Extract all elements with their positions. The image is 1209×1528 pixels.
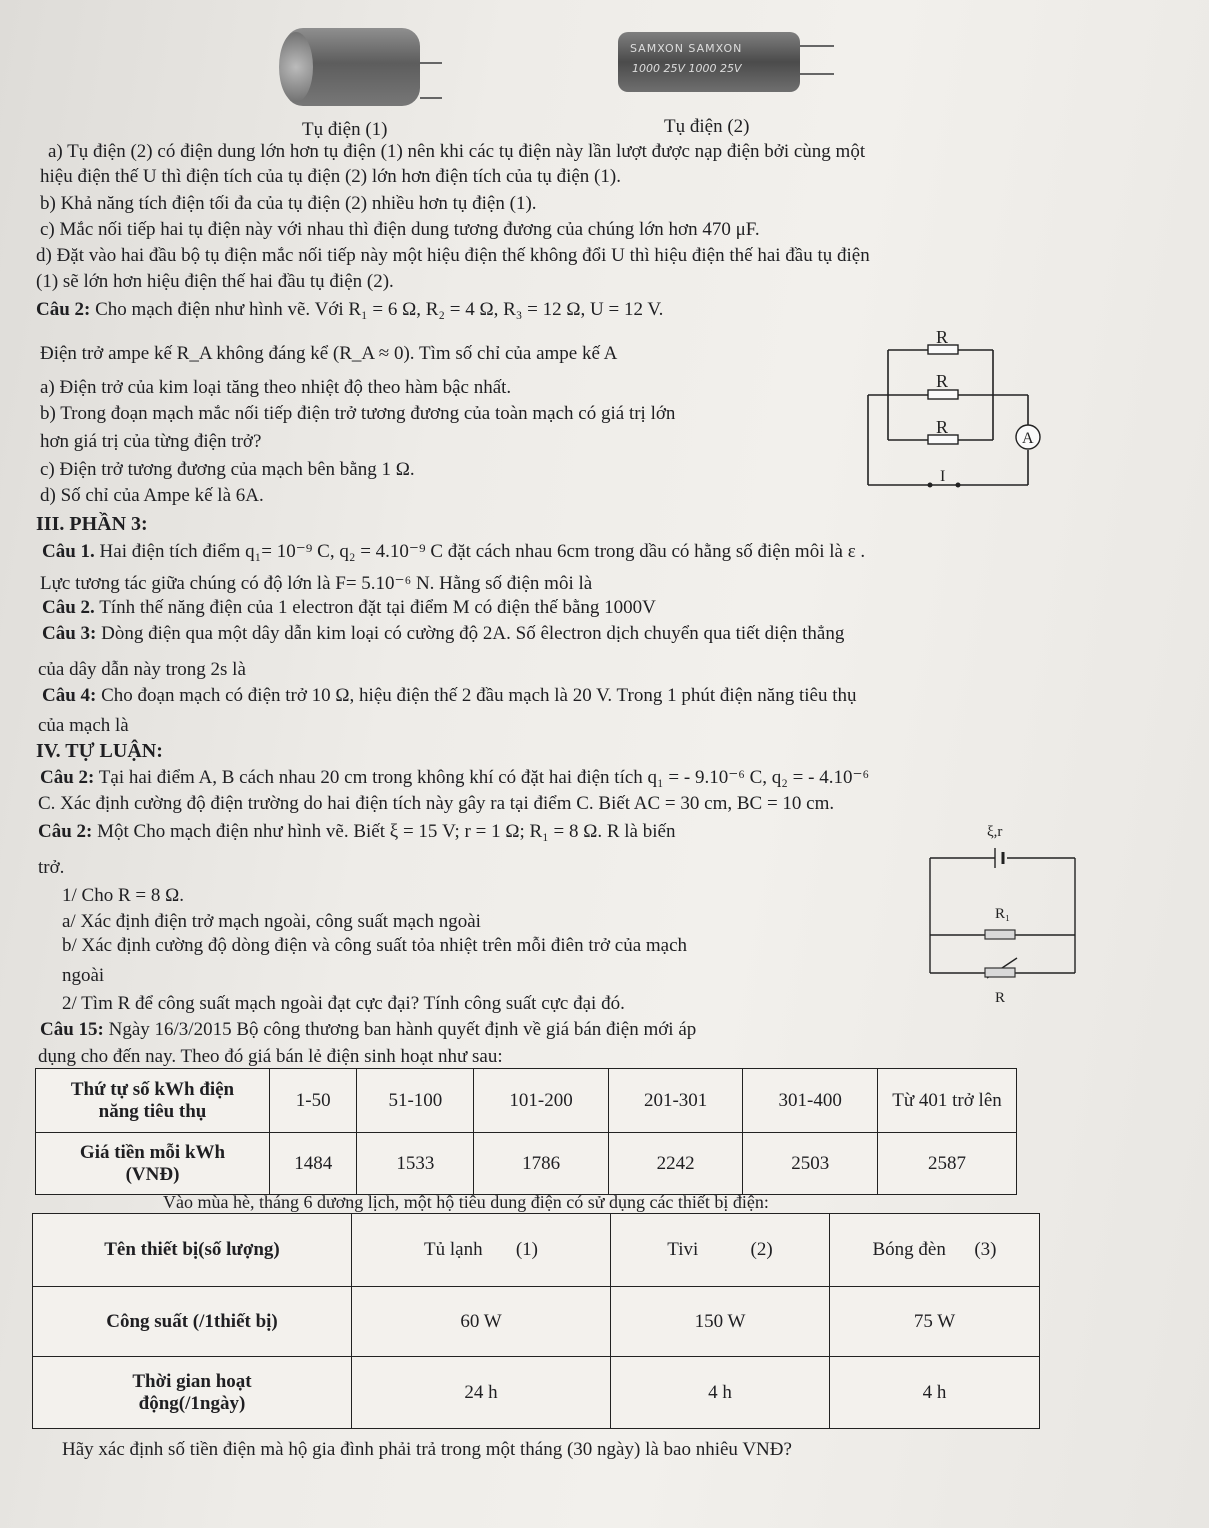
device-table-row-names — [33, 1214, 1040, 1287]
power-cell: 75 W — [830, 1287, 1040, 1357]
price-cell: 1484 — [270, 1133, 357, 1195]
final-question: Hãy xác định số tiền điện mà hộ gia đình phải trả trong một tháng (30 ngày) là bao nhiêu VNĐ? — [62, 1439, 792, 1460]
device-table-row-time — [33, 1357, 1040, 1429]
p3-q2: Câu 2. Tính thế năng điện của 1 electron đặt tại điểm M có điện thế bằng 1000V — [42, 597, 656, 618]
tier-cell: 1-50 — [270, 1069, 357, 1133]
capacitor-2-caption: Tụ điện (2) — [664, 116, 750, 137]
capacitor-1-photo — [285, 28, 420, 106]
part3-heading: III. PHẦN 3: — [36, 513, 148, 535]
p3-q3-line1: Câu 3: Dòng điện qua một dây dẫn kim loại có cường độ 2A. Số êlectron dịch chuyển qua tiết diện thẳng — [42, 623, 845, 644]
tier-cell: 201-301 — [608, 1069, 743, 1133]
price-cell: 2587 — [878, 1133, 1017, 1195]
electricity-price-table — [35, 1068, 1017, 1195]
price-table-row-tiers — [36, 1069, 1017, 1133]
price-cell: 2503 — [743, 1133, 878, 1195]
q2-item-b-line2: hơn giá trị của từng điện trở? — [40, 431, 262, 452]
price-table-header-tiers: Thứ tự số kWh điện năng tiêu thụ — [36, 1069, 270, 1133]
q2-item-d: d) Số chỉ của Ampe kế là 6A. — [40, 485, 264, 506]
device-cell-fridge: Tủ lạnh (1) — [352, 1214, 611, 1287]
price-cell: 1533 — [357, 1133, 474, 1195]
q2-item-a: a) Điện trở của kim loại tăng theo nhiệt độ theo hàm bậc nhất. — [40, 377, 512, 398]
capacitor-2-brand: SAMXON SAMXON — [630, 42, 743, 55]
device-table-header-time: Thời gian hoạt động(/1ngày) — [33, 1357, 352, 1429]
p3-q1-line1: Câu 1. Hai điện tích điểm q₁= 10⁻⁹ C, q₂ = 4.10⁻⁹ C đặt cách nhau 6cm trong dầu có hằng số điện môi là ε . — [42, 541, 866, 562]
p4-q2b-part2: 2/ Tìm R để công suất mạch ngoài đạt cực đại? Tính công suất cực đại đó. — [62, 993, 625, 1014]
device-cell-tv: Tivi (2) — [611, 1214, 830, 1287]
price-table-header-prices: Giá tiền mỗi kWh (VNĐ) — [36, 1133, 270, 1195]
price-cell: 1786 — [474, 1133, 609, 1195]
summer-usage-line: Vào mùa hè, tháng 6 dương lịch, một hộ tiêu dung điện có sử dụng các thiết bị điện: — [163, 1192, 769, 1212]
power-cell: 150 W — [611, 1287, 830, 1357]
q1-item-d-line1: d) Đặt vào hai đầu bộ tụ điện mắc nối tiếp này một hiệu điện thế không đổi U thì hiệu điện thế hai đầu tụ điện — [36, 245, 870, 266]
circuit-diagram-2 — [925, 820, 1080, 1010]
p4-q2b-line2: trở. — [38, 857, 65, 878]
device-table-header-name: Tên thiết bị(số lượng) — [33, 1214, 352, 1287]
tier-cell: Từ 401 trở lên — [878, 1069, 1017, 1133]
rheostat-r-symbol — [985, 968, 1015, 977]
p4-q2b-part1b-line2: ngoài — [62, 965, 105, 986]
tier-cell: 301-400 — [743, 1069, 878, 1133]
p4-q2a-line1: Câu 2: Tại hai điểm A, B cách nhau 20 cm trong không khí có đặt hai điện tích q₁ = - 9.10⁻⁶ C, q₂ = - 4.10⁻⁶ — [40, 767, 870, 788]
power-cell: 60 W — [352, 1287, 611, 1357]
p3-q1-line2: Lực tương tác giữa chúng có độ lớn là F= 5.10⁻⁶ N. Hằng số điện môi là — [40, 573, 593, 594]
price-cell: 2242 — [608, 1133, 743, 1195]
capacitor-2-rating: 1000 25V 1000 25V — [632, 62, 742, 75]
q1-item-d-line2: (1) sẽ lớn hơn hiệu điện thế hai đầu tụ điện (2). — [36, 271, 394, 292]
q1-item-a-line2: hiệu điện thế U thì điện tích của tụ điện (2) lớn hơn điện tích của tụ điện (1). — [40, 166, 621, 187]
part4-heading: IV. TỰ LUẬN: — [36, 740, 163, 762]
device-usage-table — [32, 1213, 1040, 1429]
circuit2-label-r1: R₁ — [995, 906, 1011, 922]
circuit2-label-source: ξ,r — [987, 824, 1003, 840]
time-cell: 4 h — [611, 1357, 830, 1429]
p4-q2b-part1a: a/ Xác định điện trở mạch ngoài, công suất mạch ngoài — [62, 911, 481, 932]
capacitor-2-photo — [618, 32, 800, 92]
q1-item-a-line1: a) Tụ điện (2) có điện dung lớn hơn tụ điện (1) nên khi các tụ điện này lần lượt được nạp điện bởi cùng một — [48, 141, 866, 162]
resistor-r2 — [928, 390, 958, 399]
tier-cell: 101-200 — [474, 1069, 609, 1133]
p4-q2b-part1b-line1: b/ Xác định cường độ dòng điện và công suất tỏa nhiệt trên mỗi điên trở của mạch — [62, 935, 688, 956]
circuit2-label-r: R — [995, 990, 1006, 1006]
q1-item-b: b) Khả năng tích điện tối đa của tụ điện (2) nhiều hơn tụ điện (1). — [40, 193, 537, 214]
p4-q2a-line2: C. Xác định cường độ điện trường do hai điện tích này gây ra tại điểm C. Biết AC = 30 cm, BC = 10 cm. — [38, 793, 835, 814]
device-table-row-power — [33, 1287, 1040, 1357]
circuit1-label-ammeter: A — [1022, 430, 1034, 447]
price-table-row-prices — [36, 1133, 1017, 1195]
q15-line1: Câu 15: Ngày 16/3/2015 Bộ công thương ban hành quyết định về giá bán điện mới áp — [40, 1019, 697, 1040]
circuit1-label-r1: R — [936, 327, 949, 347]
circuit1-label-input: I — [940, 468, 946, 485]
p3-q4-line2: của mạch là — [38, 715, 129, 736]
tier-cell: 51-100 — [357, 1069, 474, 1133]
circuit1-label-r3: R — [936, 417, 949, 437]
circuit-diagram-1 — [858, 325, 1048, 497]
p3-q4-line1: Câu 4: Cho đoạn mạch có điện trở 10 Ω, hiệu điện thế 2 đầu mạch là 20 V. Trong 1 phút điện năng tiêu thụ — [42, 685, 857, 706]
q1-item-c: c) Mắc nối tiếp hai tụ điện này với nhau thì điện dung tương đương của chúng lớn hơn 470 μF. — [40, 219, 760, 240]
resistor-r1-symbol — [985, 930, 1015, 939]
q2-item-b-line1: b) Trong đoạn mạch mắc nối tiếp điện trở tương đương của toàn mạch có giá trị lớn — [40, 403, 676, 424]
device-table-header-power: Công suất (/1thiết bị) — [33, 1287, 352, 1357]
time-cell: 24 h — [352, 1357, 611, 1429]
circuit1-label-r2: R — [936, 371, 949, 391]
capacitor-1-caption: Tụ điện (1) — [302, 119, 388, 140]
p4-q2b-line1: Câu 2: Một Cho mạch điện như hình vẽ. Biết ξ = 15 V; r = 1 Ω; R₁ = 8 Ω. R là biến — [38, 821, 676, 842]
device-cell-lamp: Bóng đèn (3) — [830, 1214, 1040, 1287]
q15-line2: dụng cho đến nay. Theo đó giá bán lẻ điện sinh hoạt như sau: — [38, 1046, 503, 1067]
q2-line2: Điện trở ampe kế R_A không đáng kể (R_A ≈ 0). Tìm số chỉ của ampe kế A — [40, 343, 618, 364]
time-cell: 4 h — [830, 1357, 1040, 1429]
p4-q2b-part1: 1/ Cho R = 8 Ω. — [62, 885, 184, 906]
p3-q3-line2: của dây dẫn này trong 2s là — [38, 659, 246, 680]
q2-item-c: c) Điện trở tương đương của mạch bên bằng 1 Ω. — [40, 459, 415, 480]
q2-line1: Câu 2: Cho mạch điện như hình vẽ. Với R₁ = 6 Ω, R₂ = 4 Ω, R₃ = 12 Ω, U = 12 V. — [36, 299, 664, 320]
